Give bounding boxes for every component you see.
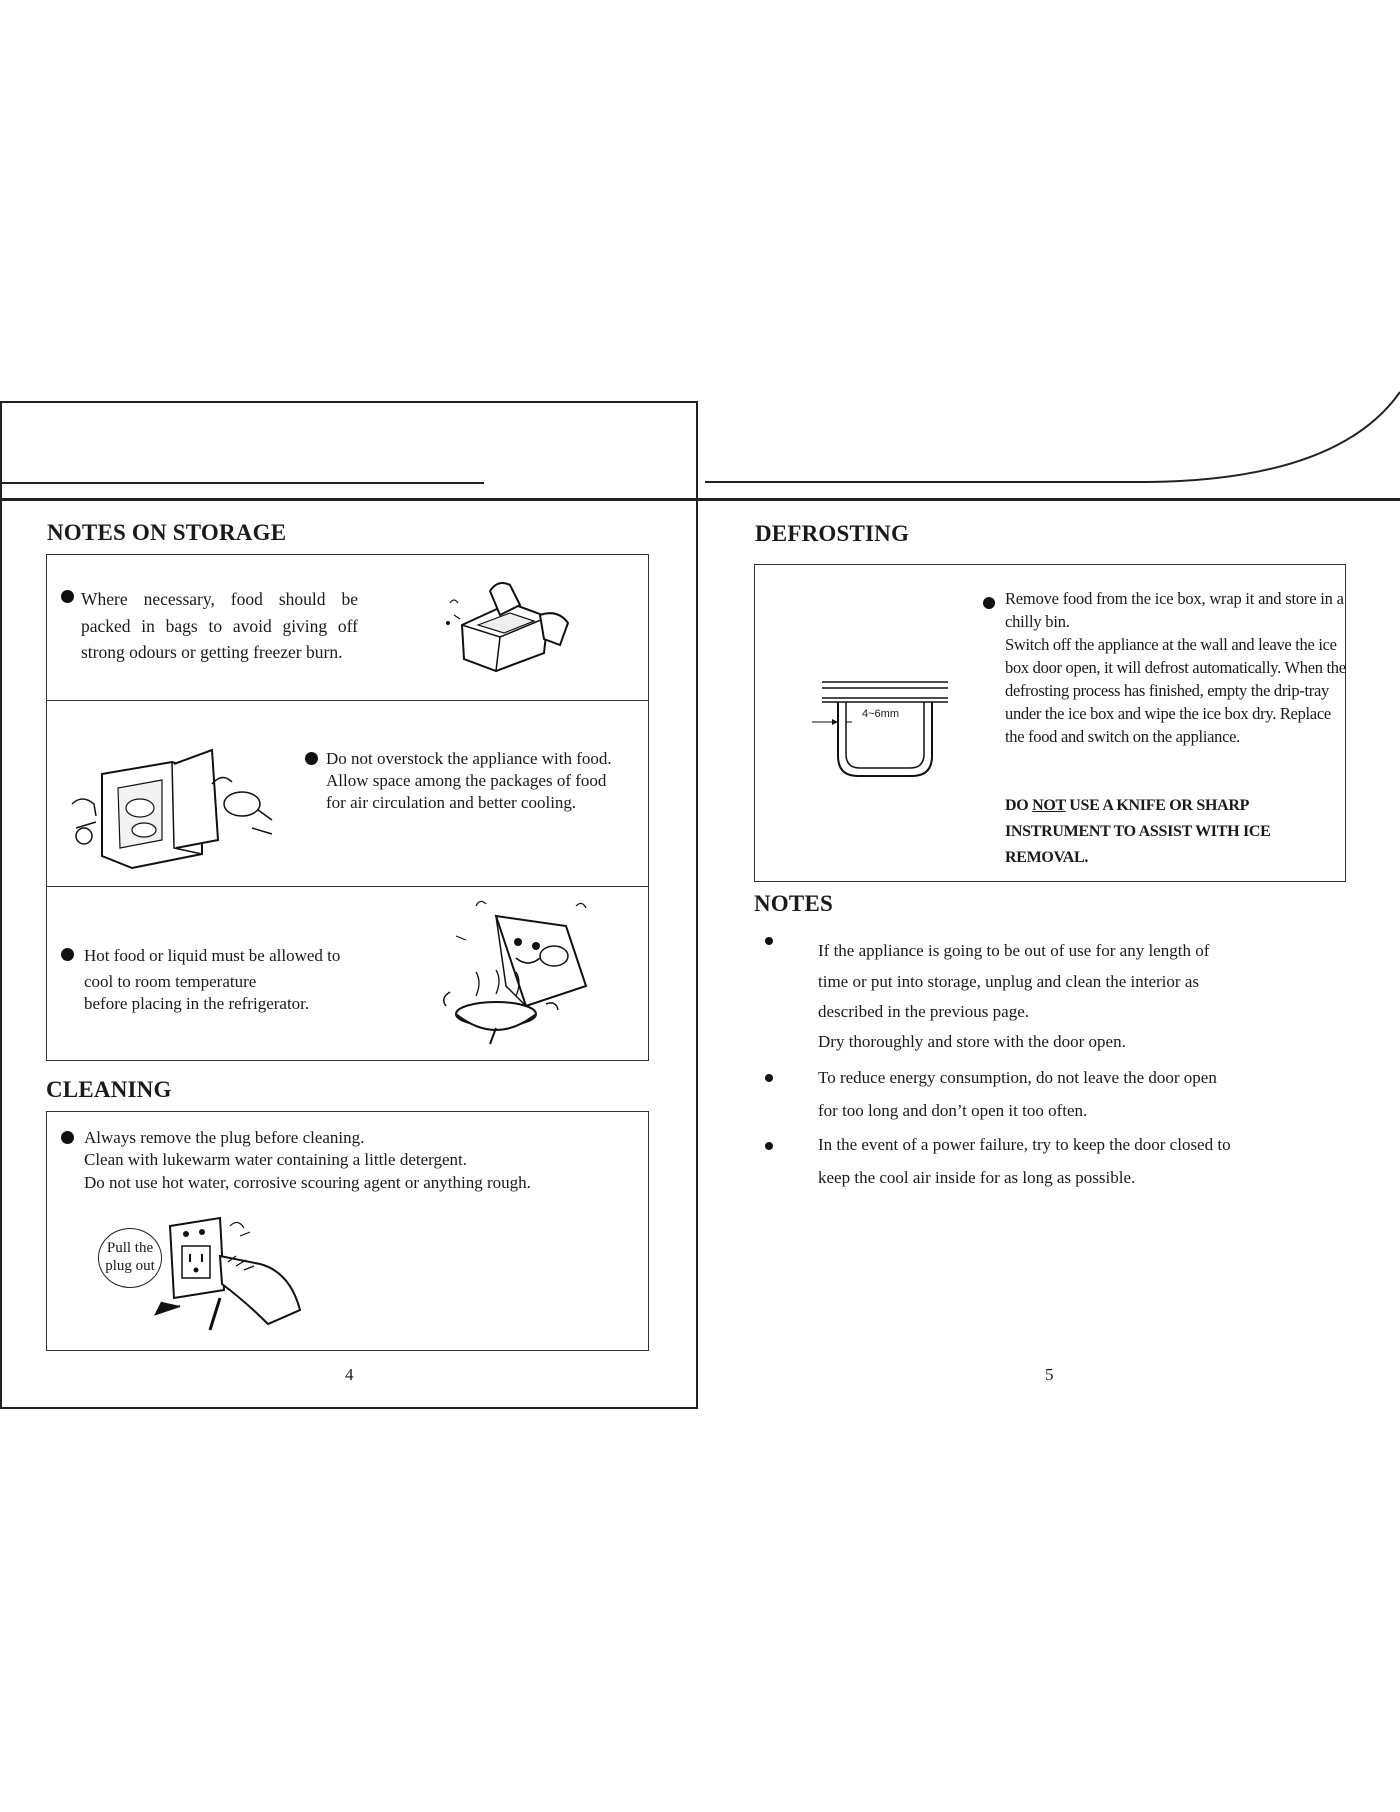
bullet-icon xyxy=(305,752,318,765)
bullet-icon xyxy=(61,1131,74,1144)
note-2-line-1: To reduce energy consumption, do not leave the door open xyxy=(818,1068,1217,1087)
cleaning-line-2: Clean with lukewarm water containing a little detergent. xyxy=(84,1150,468,1169)
note-1-line-3: described in the previous page. xyxy=(818,1002,1030,1021)
pull-plug-badge-line-1: Pull the xyxy=(106,1240,154,1256)
notes-heading: NOTES xyxy=(754,891,833,916)
note-1-line-4: Dry thoroughly and store with the door open. xyxy=(818,1032,1126,1051)
storage-divider-2 xyxy=(46,886,649,887)
note-3-line-1: In the event of a power failure, try to keep the door closed to xyxy=(818,1135,1231,1154)
pull-plug-badge xyxy=(98,1228,162,1288)
ice-box-gap-diagram xyxy=(808,672,956,782)
freezer-bag-illustration xyxy=(440,575,580,683)
bullet-icon xyxy=(61,590,74,603)
note-1-line-2: time or put into storage, unplug and clean the interior as xyxy=(818,972,1199,991)
note-3-line-2: keep the cool air inside for as long as possible. xyxy=(818,1168,1136,1187)
storage-item-overstock: Do not overstock the appliance with food. Allow space among the packages of food for air circulation and better cooling. xyxy=(326,749,612,812)
cleaning-heading: CLEANING xyxy=(46,1077,172,1102)
page-number-right: 5 xyxy=(1045,1365,1054,1384)
overstocked-fridge-illustration xyxy=(62,744,282,874)
page-number-left: 4 xyxy=(345,1365,354,1384)
warning-pre: DO xyxy=(1005,797,1033,814)
defrost-text-1: Remove food from the ice box, wrap it and store in a chilly bin. xyxy=(1005,589,1344,631)
note-1-line-1: If the appliance is going to be out of use for any length of xyxy=(818,941,1210,960)
bullet-icon xyxy=(983,597,995,609)
left-header-thick-rule xyxy=(0,498,698,501)
warning-not: NOT xyxy=(1032,797,1066,814)
warning-post: USE A KNIFE OR SHARP INSTRUMENT TO ASSIST WITH ICE REMOVAL. xyxy=(1005,797,1271,866)
storage-item-hot-food-1: Hot food or liquid must be allowed to xyxy=(84,946,341,965)
storage-item-hot-food-3: before placing in the refrigerator. xyxy=(84,994,310,1013)
storage-divider-1 xyxy=(46,700,649,701)
right-header-thick-rule xyxy=(698,498,1400,501)
gap-label: 4~6mm xyxy=(862,708,899,720)
storage-heading: NOTES ON STORAGE xyxy=(47,520,287,545)
defrosting-heading: DEFROSTING xyxy=(755,521,910,546)
bullet-icon xyxy=(61,948,74,961)
left-header-rule xyxy=(0,482,484,484)
defrost-text-2: Switch off the appliance at the wall and leave the ice box door open, it will defrost automatically. When the defrosting process has finished, empty the drip-tray under the ice box and wipe the ice box dry. Replace the food and switch on the appliance. xyxy=(1005,635,1346,746)
defrost-warning xyxy=(1005,793,1345,871)
storage-item-hot-food-2: cool to room temperature xyxy=(84,972,257,991)
hot-pot-illustration xyxy=(436,896,606,1046)
note-2-line-2: for too long and don’t open it too often. xyxy=(818,1101,1088,1120)
storage-item-bags: Where necessary, food should be packed in bags to avoid giving off strong odours or getting freezer burn. xyxy=(81,589,358,662)
cleaning-line-1: Always remove the plug before cleaning. xyxy=(84,1128,365,1147)
unplug-illustration xyxy=(150,1206,310,1336)
bullet-icon xyxy=(765,937,773,945)
cleaning-line-3: Do not use hot water, corrosive scouring agent or anything rough. xyxy=(84,1173,531,1192)
pull-plug-badge-line-2: plug out xyxy=(105,1258,155,1274)
right-header-curve xyxy=(698,380,1400,490)
bullet-icon xyxy=(765,1074,773,1082)
bullet-icon xyxy=(765,1142,773,1150)
